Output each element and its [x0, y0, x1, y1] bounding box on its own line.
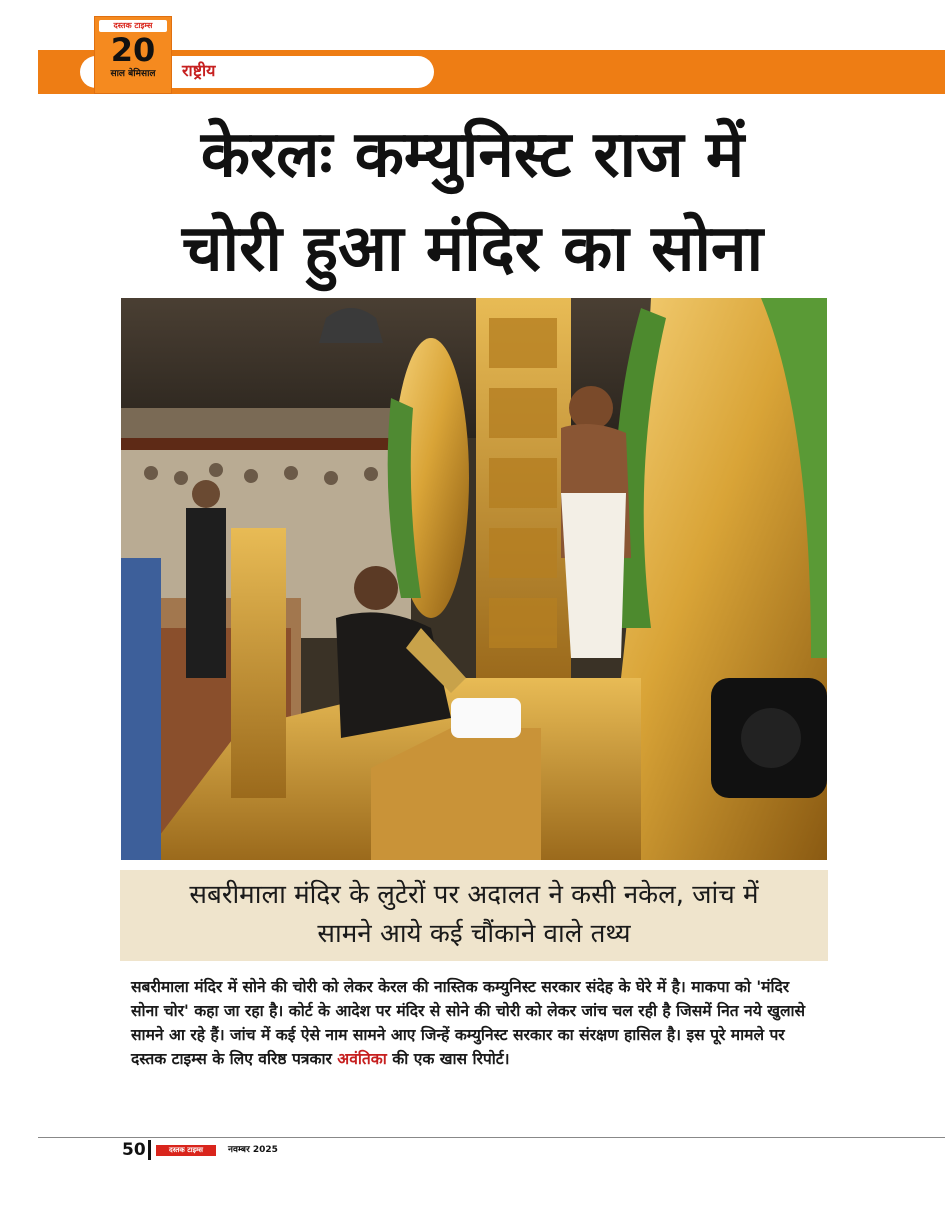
footer-brand-logo: दस्तक टाइम्स: [156, 1145, 216, 1156]
section-label: राष्ट्रीय: [182, 61, 216, 80]
author-name: अवंतिका: [337, 1050, 387, 1068]
badge-number: 20: [110, 31, 156, 69]
intro-text: सबरीमाला मंदिर में सोने की चोरी को लेकर केरल की नास्तिक कम्युनिस्ट सरकार संदेह के घेरे में है। माकपा को 'मंदिर सोना चोर' कहा जा रहा है। कोर्ट के आदेश पर मंदिर से सोने की चोरी को लेकर जांच चल रही है जिसमें नित नये खुलासे सामने आ रहे हैं। जांच में कई ऐसे नाम सामने आए जिन्हें कम्युनिस्ट सरकार का संरक्षण हासिल है। इस पूरे मामले पर दस्तक टाइम्स के लिए वरिष्ठ पत्रकार: [131, 978, 806, 1068]
issue-date: नवम्बर 2025: [228, 1145, 278, 1155]
badge-brand-logo: दस्तक टाइम्स: [99, 20, 167, 32]
intro-paragraph: [131, 975, 821, 1071]
footer-divider: [148, 1140, 151, 1160]
headline: [60, 108, 885, 296]
subheadline-box: [120, 870, 828, 961]
headline-line-2: चोरी हुआ मंदिर का सोना: [181, 212, 764, 286]
temple-photo: [121, 298, 827, 860]
subheadline-line-2: सामने आये कई चौंकाने वाले तथ्य: [317, 919, 631, 949]
page-number: 50: [122, 1140, 146, 1160]
badge-subtitle: साल बेमिसाल: [110, 69, 156, 79]
anniversary-badge: [94, 16, 172, 94]
intro-ending: की एक खास रिपोर्ट।: [386, 1050, 510, 1068]
footer-rule: [38, 1137, 945, 1138]
headline-line-1: केरलः कम्युनिस्ट राज में: [200, 118, 745, 192]
subheadline-line-1: सबरीमाला मंदिर के लुटेरों पर अदालत ने कसी नकेल, जांच में: [189, 880, 759, 910]
